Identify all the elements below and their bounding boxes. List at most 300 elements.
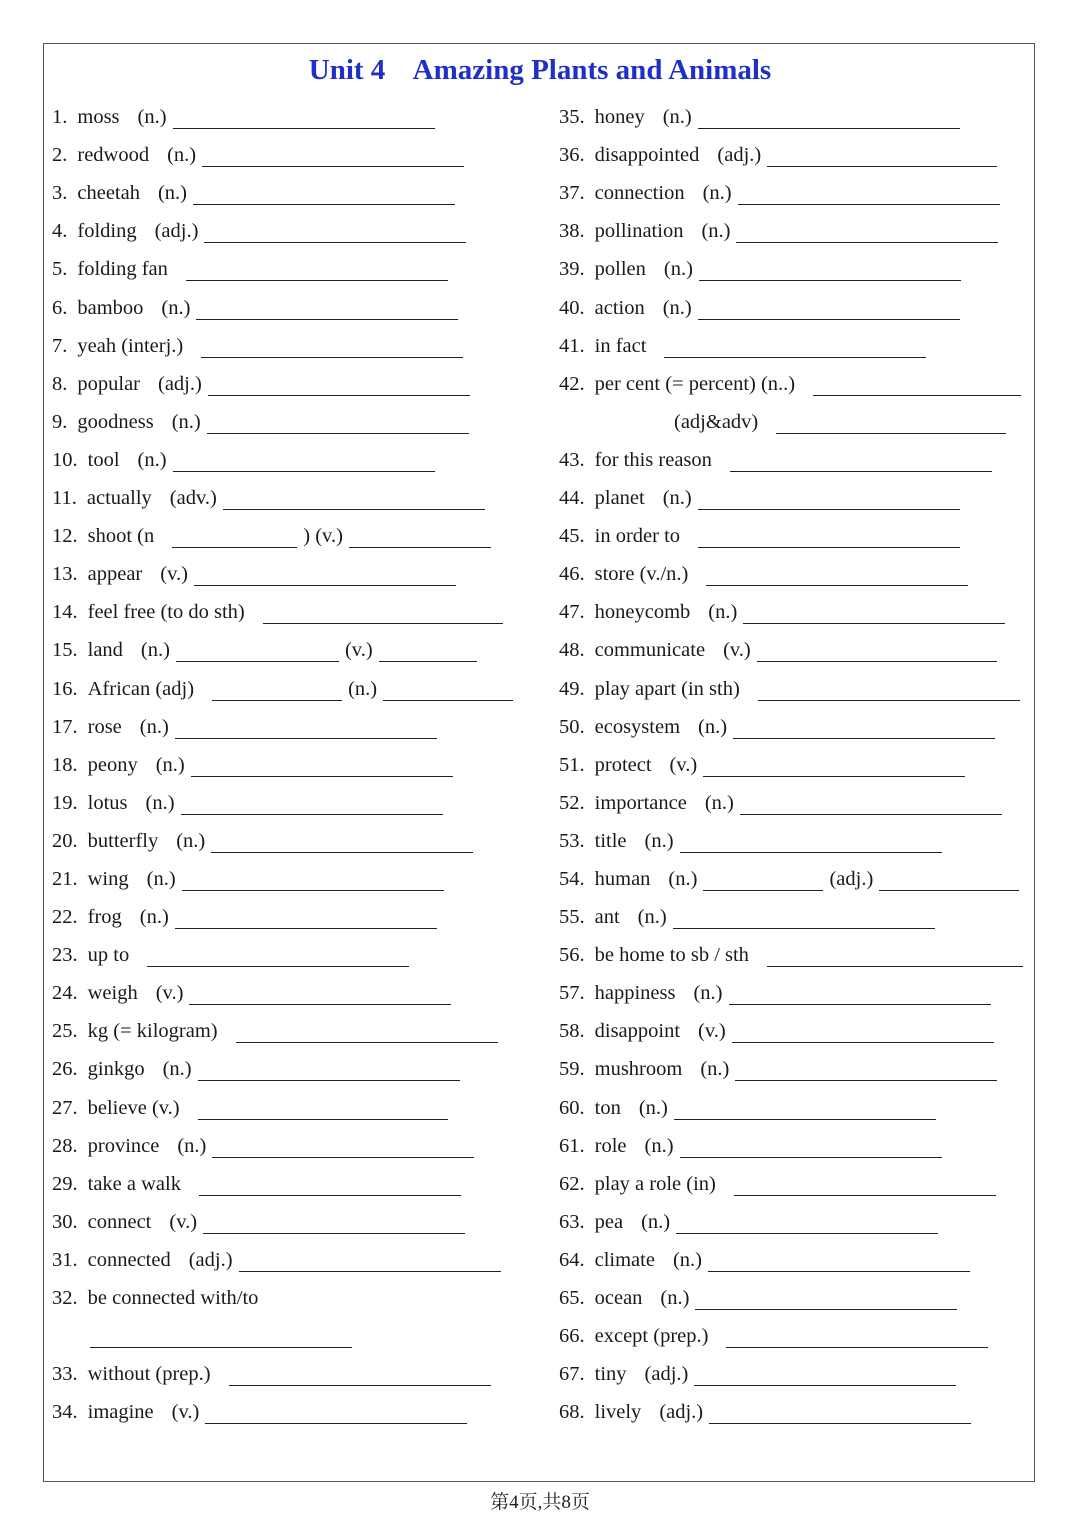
vocab-term: tiny (594, 1363, 627, 1386)
answer-blank[interactable] (175, 908, 437, 929)
vocab-term: ant (594, 906, 620, 929)
vocab-item (559, 1011, 1029, 1049)
part-of-speech: (n.) (145, 791, 175, 814)
answer-blank[interactable] (189, 984, 451, 1005)
item-number: 9. (52, 410, 68, 433)
part-of-speech: (v.) (169, 1210, 198, 1233)
part-of-speech: (n.) (146, 867, 176, 890)
vocab-term: peony (87, 753, 138, 776)
part-of-speech: (n.) (137, 448, 167, 471)
answer-blank[interactable] (698, 299, 960, 320)
answer-blank[interactable] (173, 451, 435, 472)
vocab-term: play a role (in) (594, 1172, 716, 1195)
vocab-item (559, 1202, 1029, 1240)
part-of-speech: (n.) (693, 982, 723, 1005)
answer-blank[interactable] (743, 603, 1005, 624)
item-number: 21. (52, 867, 78, 890)
vocab-term: be home to sb / sth (594, 944, 749, 967)
answer-blank[interactable] (703, 870, 823, 891)
answer-blank[interactable] (212, 1137, 474, 1158)
part-of-speech: (n.) (660, 1287, 690, 1309)
vocab-item (52, 1164, 522, 1202)
item-number: 6. (52, 296, 68, 319)
vocab-item (559, 897, 1029, 935)
vocab-item (52, 859, 522, 897)
vocab-term: actually (86, 487, 152, 510)
answer-blank[interactable] (709, 1403, 971, 1424)
item-number: 12. (52, 525, 78, 548)
answer-blank[interactable] (695, 1289, 957, 1310)
vocab-term: appear (87, 563, 143, 586)
vocab-term: popular (77, 372, 140, 395)
part-of-speech: (n.) (644, 829, 674, 852)
vocab-item (559, 364, 1029, 402)
part-of-speech: (n.) (161, 296, 191, 319)
page-footer: 第4页,共8页 (490, 1492, 590, 1513)
vocab-term: land (87, 639, 123, 662)
answer-blank[interactable] (196, 299, 458, 320)
vocab-term: human (594, 867, 651, 890)
vocab-item (559, 1354, 1029, 1392)
item-number: 52. (559, 791, 585, 814)
vocab-term: tool (87, 448, 120, 471)
vocab-term: planet (594, 487, 645, 510)
vocab-item (52, 364, 522, 402)
answer-blank[interactable] (205, 1403, 467, 1424)
vocab-item (559, 668, 1029, 706)
item-number: 61. (559, 1134, 585, 1157)
answer-blank[interactable] (729, 984, 991, 1005)
vocab-term: protect (594, 753, 652, 776)
vocab-term: ocean (594, 1287, 643, 1309)
item-number: 51. (559, 753, 585, 776)
vocab-item (52, 135, 522, 173)
item-number: 31. (52, 1248, 78, 1271)
item-number: 7. (52, 334, 68, 357)
vocab-item (559, 1126, 1029, 1164)
part-of-speech: (adj.) (188, 1248, 233, 1271)
vocab-item (559, 745, 1029, 783)
vocab-term: action (594, 296, 645, 319)
vocab-item (52, 1202, 522, 1240)
answer-blank[interactable] (736, 222, 998, 243)
answer-blank[interactable] (212, 680, 342, 701)
part-of-speech: (n.) (167, 144, 197, 167)
vocab-item (559, 440, 1029, 478)
answer-blank[interactable] (732, 1022, 994, 1043)
answer-blank[interactable] (673, 908, 935, 929)
vocab-term: connected (87, 1248, 171, 1271)
answer-blank[interactable] (694, 1365, 956, 1386)
vocab-term: goodness (77, 410, 154, 433)
part-of-speech: (n.) (698, 715, 728, 738)
vocab-item (559, 478, 1029, 516)
vocab-term: in order to (594, 525, 681, 548)
answer-blank[interactable] (175, 718, 437, 739)
vocab-item (52, 592, 522, 630)
part-of-speech: (n.) (662, 106, 692, 129)
vocab-term: lotus (87, 791, 128, 814)
item-number: 29. (52, 1172, 78, 1195)
answer-blank[interactable] (239, 1251, 501, 1272)
part-of-speech: (n.) (157, 182, 187, 205)
part-of-speech: (adv.) (169, 487, 217, 510)
vocab-item (52, 821, 522, 859)
item-number: 49. (559, 677, 585, 700)
vocab-term: ton (594, 1096, 621, 1119)
part-of-speech: (n.) (171, 410, 201, 433)
answer-blank[interactable] (349, 527, 491, 548)
answer-blank[interactable] (758, 680, 1020, 701)
item-number: 5. (52, 258, 68, 281)
vocab-item (52, 1049, 522, 1087)
vocab-term: title (594, 829, 627, 852)
item-number: 2. (52, 144, 68, 167)
vocab-column-right (559, 97, 1029, 1430)
item-number: 67. (559, 1363, 585, 1386)
answer-blank[interactable] (193, 184, 455, 205)
vocab-item (559, 402, 1029, 440)
item-number: 54. (559, 867, 585, 890)
vocab-term: weigh (87, 982, 138, 1005)
answer-blank[interactable] (757, 641, 997, 662)
answer-blank[interactable] (223, 489, 485, 510)
item-number: 34. (52, 1401, 78, 1424)
vocab-item (559, 554, 1029, 592)
vocab-term: happiness (594, 982, 676, 1005)
item-number: 28. (52, 1134, 78, 1157)
vocab-term: ginkgo (87, 1058, 145, 1081)
item-number: 16. (52, 677, 78, 700)
vocab-term: climate (594, 1248, 655, 1271)
vocab-item (559, 97, 1029, 135)
answer-blank[interactable] (698, 108, 960, 129)
item-number: 10. (52, 448, 78, 471)
item-number: 22. (52, 906, 78, 929)
item-number: 8. (52, 372, 68, 395)
vocab-item (52, 326, 522, 364)
answer-blank[interactable] (201, 337, 463, 358)
answer-blank[interactable] (182, 870, 444, 891)
vocab-term: rose (87, 715, 122, 738)
vocab-item (52, 707, 522, 745)
part-of-speech: (n.) (662, 296, 692, 319)
answer-blank[interactable] (738, 184, 1000, 205)
item-number: 50. (559, 715, 585, 738)
item-number: 24. (52, 982, 78, 1005)
answer-blank[interactable] (147, 946, 409, 967)
answer-blank[interactable] (176, 641, 339, 662)
part-of-speech: (n.) (162, 1058, 192, 1081)
item-number: 43. (559, 448, 585, 471)
part-of-speech: (adj.) (829, 867, 874, 890)
vocab-term: without (prep.) (87, 1363, 211, 1386)
vocab-item (52, 1354, 522, 1392)
answer-blank[interactable] (733, 718, 995, 739)
answer-blank[interactable] (767, 146, 997, 167)
answer-blank[interactable] (698, 527, 960, 548)
answer-blank[interactable] (383, 680, 513, 701)
vocab-item (52, 211, 522, 249)
item-number: 62. (559, 1172, 585, 1195)
item-number: 39. (559, 258, 585, 281)
vocab-item (52, 783, 522, 821)
vocab-item (559, 1240, 1029, 1278)
vocab-term: imagine (87, 1401, 154, 1424)
part-of-speech: (adj.) (158, 372, 202, 395)
vocab-item (559, 973, 1029, 1011)
answer-blank[interactable] (740, 794, 1002, 815)
vocab-term: pollen (594, 258, 646, 281)
vocab-item (52, 935, 522, 973)
vocab-item (52, 973, 522, 1011)
item-number: 46. (559, 563, 585, 586)
part-of-speech: (adj.) (154, 220, 199, 243)
item-number: 30. (52, 1210, 78, 1233)
answer-blank[interactable] (776, 413, 1006, 434)
answer-blank[interactable] (735, 1060, 997, 1081)
part-of-speech: (v.) (155, 982, 184, 1005)
item-number: 44. (559, 487, 585, 510)
vocab-term: connection (594, 182, 685, 205)
answer-blank[interactable] (203, 1213, 465, 1234)
vocab-item (52, 1392, 522, 1430)
answer-blank[interactable] (181, 794, 443, 815)
vocab-item (559, 1392, 1029, 1430)
answer-blank[interactable] (730, 451, 992, 472)
answer-blank[interactable] (706, 565, 968, 586)
vocab-term: feel free (to do sth) (87, 601, 245, 624)
vocab-item (52, 1316, 522, 1354)
vocab-item (559, 592, 1029, 630)
vocab-term: take a walk (87, 1172, 181, 1195)
vocab-term: honey (594, 106, 645, 129)
item-number: 17. (52, 715, 78, 738)
vocab-item (559, 821, 1029, 859)
vocab-term: ecosystem (594, 715, 681, 738)
vocab-item (52, 173, 522, 211)
vocab-item (52, 1011, 522, 1049)
item-number: 47. (559, 601, 585, 624)
vocab-item (559, 1316, 1029, 1354)
item-number: 1. (52, 106, 68, 129)
answer-blank[interactable] (664, 337, 926, 358)
answer-blank[interactable] (708, 1251, 970, 1272)
part-of-speech: (adj.) (717, 144, 762, 167)
vocab-term: mushroom (594, 1058, 683, 1081)
part-of-speech: (v.) (669, 753, 698, 776)
vocab-term: play apart (in sth) (594, 677, 740, 700)
vocab-item (559, 516, 1029, 554)
item-number: 65. (559, 1287, 585, 1309)
vocab-term: pea (594, 1210, 624, 1233)
vocab-term: redwood (77, 144, 150, 167)
part-of-speech: (n.) (662, 487, 692, 510)
item-number: 27. (52, 1096, 78, 1119)
answer-blank[interactable] (813, 375, 1021, 396)
answer-blank[interactable] (676, 1213, 938, 1234)
part-of-speech: (n.) (155, 753, 185, 776)
part-of-speech: (v.) (160, 563, 188, 586)
vocab-term: bamboo (77, 296, 144, 319)
vocab-term: frog (87, 906, 122, 929)
item-number: 11. (52, 487, 77, 510)
part-of-speech: (n.) (663, 258, 693, 281)
vocab-term: wing (87, 867, 129, 890)
answer-blank[interactable] (703, 756, 965, 777)
vocab-item (52, 745, 522, 783)
answer-blank[interactable] (202, 146, 464, 167)
answer-blank[interactable] (767, 946, 1023, 967)
item-number: 40. (559, 296, 585, 319)
answer-blank[interactable] (172, 527, 297, 548)
answer-blank[interactable] (186, 260, 448, 281)
answer-blank[interactable] (194, 565, 456, 586)
answer-blank[interactable] (191, 756, 453, 777)
item-number: 20. (52, 829, 78, 852)
item-number: 68. (559, 1401, 585, 1424)
item-number: 66. (559, 1325, 585, 1348)
vocab-item (559, 1278, 1029, 1316)
answer-blank[interactable] (90, 1327, 352, 1348)
vocab-item (52, 1087, 522, 1125)
part-of-speech: (n.) (644, 1134, 674, 1157)
part-of-speech: (adj.) (659, 1401, 704, 1424)
vocab-item (559, 211, 1029, 249)
vocab-term: except (prep.) (594, 1325, 709, 1348)
vocab-term: store (v./n.) (594, 563, 689, 586)
vocab-column-left (52, 97, 522, 1430)
item-number: 23. (52, 944, 78, 967)
part-of-speech: (v.) (171, 1401, 200, 1424)
vocab-term: pollination (594, 220, 684, 243)
vocab-item (52, 668, 522, 706)
vocab-item (559, 935, 1029, 973)
vocab-item (52, 478, 522, 516)
answer-blank[interactable] (680, 832, 942, 853)
item-number: 26. (52, 1058, 78, 1081)
vocab-term: in fact (594, 334, 647, 357)
item-number: 18. (52, 753, 78, 776)
item-number: 3. (52, 182, 68, 205)
part-of-speech: (n.) (672, 1248, 702, 1271)
part-of-speech: (n.) (701, 220, 731, 243)
part-of-speech: (adj.) (644, 1363, 689, 1386)
item-number: 38. (559, 220, 585, 243)
part-of-speech: (n.) (137, 106, 167, 129)
vocab-term: per cent (= percent) (n..) (594, 372, 796, 395)
answer-blank[interactable] (208, 375, 470, 396)
answer-blank[interactable] (236, 1022, 498, 1043)
vocab-item (559, 173, 1029, 211)
vocab-item (559, 630, 1029, 668)
item-number: 37. (559, 182, 585, 205)
answer-blank[interactable] (734, 1175, 996, 1196)
answer-blank[interactable] (726, 1327, 988, 1348)
page-title: Unit 4 Amazing Plants and Animals (308, 54, 772, 86)
item-number: 64. (559, 1248, 585, 1271)
answer-blank[interactable] (263, 603, 503, 624)
vocab-term: believe (v.) (87, 1096, 180, 1119)
vocab-term: role (594, 1134, 627, 1157)
item-number: 13. (52, 563, 78, 586)
part-of-speech: (n.) (637, 906, 667, 929)
vocab-term: folding fan (77, 258, 168, 281)
answer-blank[interactable] (879, 870, 1019, 891)
vocab-term: cheetah (77, 182, 140, 205)
vocab-term: moss (77, 106, 120, 129)
part-of-speech: (n.) (704, 791, 734, 814)
vocab-item (559, 707, 1029, 745)
answer-blank[interactable] (699, 260, 961, 281)
answer-blank[interactable] (229, 1365, 491, 1386)
item-number: 48. (559, 639, 585, 662)
answer-blank[interactable] (207, 413, 469, 434)
item-number: 35. (559, 106, 585, 129)
answer-blank[interactable] (173, 108, 435, 129)
vocab-item (559, 326, 1029, 364)
item-number: 53. (559, 829, 585, 852)
part-of-speech: (n.) (702, 182, 732, 205)
vocab-item (559, 1087, 1029, 1125)
vocab-item (52, 516, 522, 554)
answer-blank[interactable] (204, 222, 466, 243)
part-of-speech: (v.) (344, 639, 373, 662)
part-of-speech: (n.) (668, 867, 698, 890)
item-number: 56. (559, 944, 585, 967)
item-number: 33. (52, 1363, 78, 1386)
vocab-term: kg (= kilogram) (87, 1020, 218, 1043)
vocab-term: yeah (interj.) (77, 334, 184, 357)
vocab-item (559, 287, 1029, 325)
answer-blank[interactable] (198, 1099, 448, 1120)
part-of-speech: (n.) (140, 639, 170, 662)
vocab-item (52, 402, 522, 440)
item-number: 36. (559, 144, 585, 167)
part-of-speech: (n.) (708, 601, 738, 624)
vocab-item (52, 554, 522, 592)
item-number: 15. (52, 639, 78, 662)
part-of-speech: (v.) (698, 1020, 726, 1043)
vocab-item (52, 630, 522, 668)
part-of-speech: (n.) (348, 677, 378, 700)
vocab-item (559, 859, 1029, 897)
vocab-term: for this reason (594, 448, 712, 471)
answer-blank[interactable] (199, 1175, 461, 1196)
answer-blank[interactable] (698, 489, 960, 510)
answer-blank[interactable] (211, 832, 473, 853)
item-number: 4. (52, 220, 68, 243)
vocab-term: folding (77, 220, 137, 243)
item-number: 19. (52, 791, 78, 814)
part-of-speech: (n.) (638, 1096, 668, 1119)
vocab-item (559, 783, 1029, 821)
answer-blank[interactable] (674, 1099, 936, 1120)
vocab-item (559, 135, 1029, 173)
answer-blank[interactable] (198, 1060, 460, 1081)
answer-blank[interactable] (680, 1137, 942, 1158)
vocab-item (559, 249, 1029, 287)
answer-blank[interactable] (379, 641, 477, 662)
vocab-term: communicate (594, 639, 706, 662)
item-number: 41. (559, 334, 585, 357)
vocab-term: be connected with/to (87, 1287, 259, 1309)
vocab-item (52, 249, 522, 287)
item-number: 55. (559, 906, 585, 929)
item-number: 25. (52, 1020, 78, 1043)
part-of-speech: (v.) (723, 639, 751, 662)
vocab-item (52, 287, 522, 325)
